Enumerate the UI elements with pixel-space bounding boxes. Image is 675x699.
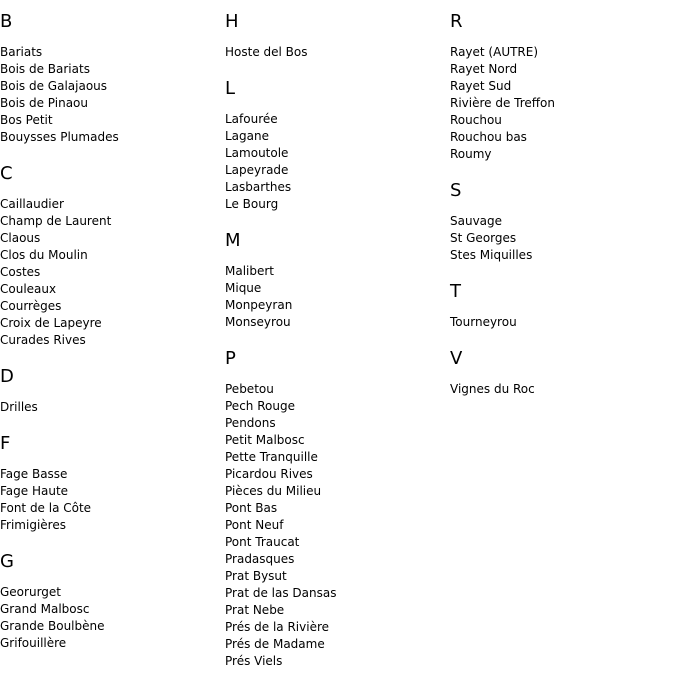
place-list — [0, 196, 220, 349]
place-link[interactable]: Drilles — [0, 400, 38, 414]
letter-heading: L — [225, 78, 236, 99]
place-list — [0, 584, 220, 652]
place-link[interactable]: Bos Petit — [0, 113, 53, 127]
place-link[interactable]: Costes — [0, 265, 41, 279]
place-link[interactable]: Prés Viels — [225, 654, 283, 668]
letter-heading: M — [225, 230, 241, 251]
place-link[interactable]: Pont Neuf — [225, 518, 284, 532]
letter-section — [450, 12, 670, 163]
place-link[interactable]: Malibert — [225, 264, 275, 278]
letter-section — [225, 79, 445, 213]
place-link[interactable]: Pech Rouge — [225, 399, 295, 413]
place-link[interactable]: Pebetou — [225, 382, 274, 396]
place-link[interactable]: Pette Tranquille — [225, 450, 318, 464]
place-link[interactable]: Lagane — [225, 129, 269, 143]
place-link[interactable]: Couleaux — [0, 282, 57, 296]
place-list — [225, 44, 445, 61]
place-link[interactable]: Rayet (AUTRE) — [450, 45, 539, 59]
place-link[interactable]: Vignes du Roc — [450, 382, 535, 396]
letter-heading: C — [0, 163, 13, 184]
place-link[interactable]: Champ de Laurent — [0, 214, 112, 228]
place-link[interactable]: Bouysses Plumades — [0, 130, 119, 144]
place-link[interactable]: Bois de Galajaous — [0, 79, 108, 93]
place-link[interactable]: Mique — [225, 281, 262, 295]
letter-section — [225, 349, 445, 670]
place-list — [0, 44, 220, 146]
place-link[interactable]: Grand Malbosc — [0, 602, 90, 616]
place-list — [450, 44, 670, 163]
place-link[interactable]: Lafourée — [225, 112, 278, 126]
column-1 — [0, 12, 220, 670]
place-link[interactable]: Petit Malbosc — [225, 433, 305, 447]
place-list — [450, 213, 670, 264]
place-link[interactable]: Sauvage — [450, 214, 503, 228]
place-link[interactable]: Courrèges — [0, 299, 62, 313]
letter-section — [450, 181, 670, 264]
place-link[interactable]: Pont Bas — [225, 501, 278, 515]
letter-heading: P — [225, 348, 236, 369]
place-link[interactable]: Pont Traucat — [225, 535, 300, 549]
letter-heading: S — [450, 180, 462, 201]
place-link[interactable]: Picardou Rives — [225, 467, 313, 481]
place-link[interactable]: Prés de Madame — [225, 637, 325, 651]
place-list — [0, 399, 220, 416]
place-link[interactable]: Bois de Pinaou — [0, 96, 89, 110]
letter-heading: F — [0, 433, 11, 454]
place-link[interactable]: Clos du Moulin — [0, 248, 88, 262]
place-link[interactable]: Monseyrou — [225, 315, 291, 329]
letter-section — [225, 231, 445, 331]
place-link[interactable]: Prés de la Rivière — [225, 620, 330, 634]
place-link[interactable]: Bariats — [0, 45, 43, 59]
letter-heading: G — [0, 551, 14, 572]
letter-section — [450, 349, 670, 398]
letter-heading: T — [450, 281, 461, 302]
place-link[interactable]: Lamoutole — [225, 146, 289, 160]
place-link[interactable]: Pendons — [225, 416, 276, 430]
place-link[interactable]: Grande Boulbène — [0, 619, 105, 633]
place-link[interactable]: Le Bourg — [225, 197, 279, 211]
place-link[interactable]: Rouchou — [450, 113, 502, 127]
place-link[interactable]: Claous — [0, 231, 41, 245]
place-link[interactable]: Tourneyrou — [450, 315, 517, 329]
place-link[interactable]: Caillaudier — [0, 197, 64, 211]
place-link[interactable]: Stes Miquilles — [450, 248, 533, 262]
letter-heading: V — [450, 348, 463, 369]
place-link[interactable]: Grifouillère — [0, 636, 67, 650]
letter-section — [450, 282, 670, 331]
place-link[interactable]: Font de la Côte — [0, 501, 92, 515]
letter-heading: B — [0, 11, 13, 32]
place-link[interactable]: Croix de Lapeyre — [0, 316, 102, 330]
letter-section — [0, 367, 220, 416]
place-link[interactable]: Lasbarthes — [225, 180, 292, 194]
place-link[interactable]: Prat Bysut — [225, 569, 287, 583]
place-link[interactable]: Fage Basse — [0, 467, 68, 481]
place-link[interactable]: Bois de Bariats — [0, 62, 90, 76]
place-link[interactable]: Pièces du Milieu — [225, 484, 322, 498]
letter-section — [0, 12, 220, 146]
letter-section — [0, 164, 220, 349]
letter-heading: H — [225, 11, 239, 32]
letter-heading: R — [450, 11, 463, 32]
place-link[interactable]: Georurget — [0, 585, 61, 599]
place-list — [225, 111, 445, 213]
column-2 — [225, 12, 445, 688]
place-list — [225, 263, 445, 331]
place-link[interactable]: Rayet Sud — [450, 79, 512, 93]
letter-section — [225, 12, 445, 61]
letter-heading: D — [0, 366, 14, 387]
place-link[interactable]: Curades Rives — [0, 333, 86, 347]
place-link[interactable]: St Georges — [450, 231, 517, 245]
place-list — [0, 466, 220, 534]
place-link[interactable]: Monpeyran — [225, 298, 293, 312]
letter-section — [0, 552, 220, 652]
place-link[interactable]: Fage Haute — [0, 484, 69, 498]
place-link[interactable]: Rayet Nord — [450, 62, 518, 76]
place-link[interactable]: Prat Nebe — [225, 603, 285, 617]
place-list — [450, 381, 670, 398]
place-link[interactable]: Frimigières — [0, 518, 66, 532]
place-list — [450, 314, 670, 331]
place-link[interactable]: Pradasques — [225, 552, 295, 566]
place-list — [225, 381, 445, 670]
place-link[interactable]: Prat de las Dansas — [225, 586, 337, 600]
place-link[interactable]: Lapeyrade — [225, 163, 289, 177]
column-3 — [450, 12, 670, 416]
place-link[interactable]: Rouchou bas — [450, 130, 527, 144]
place-link[interactable]: Hoste del Bos — [225, 45, 308, 59]
letter-section — [0, 434, 220, 534]
place-link[interactable]: Rivière de Treffon — [450, 96, 556, 110]
place-link[interactable]: Roumy — [450, 147, 492, 161]
